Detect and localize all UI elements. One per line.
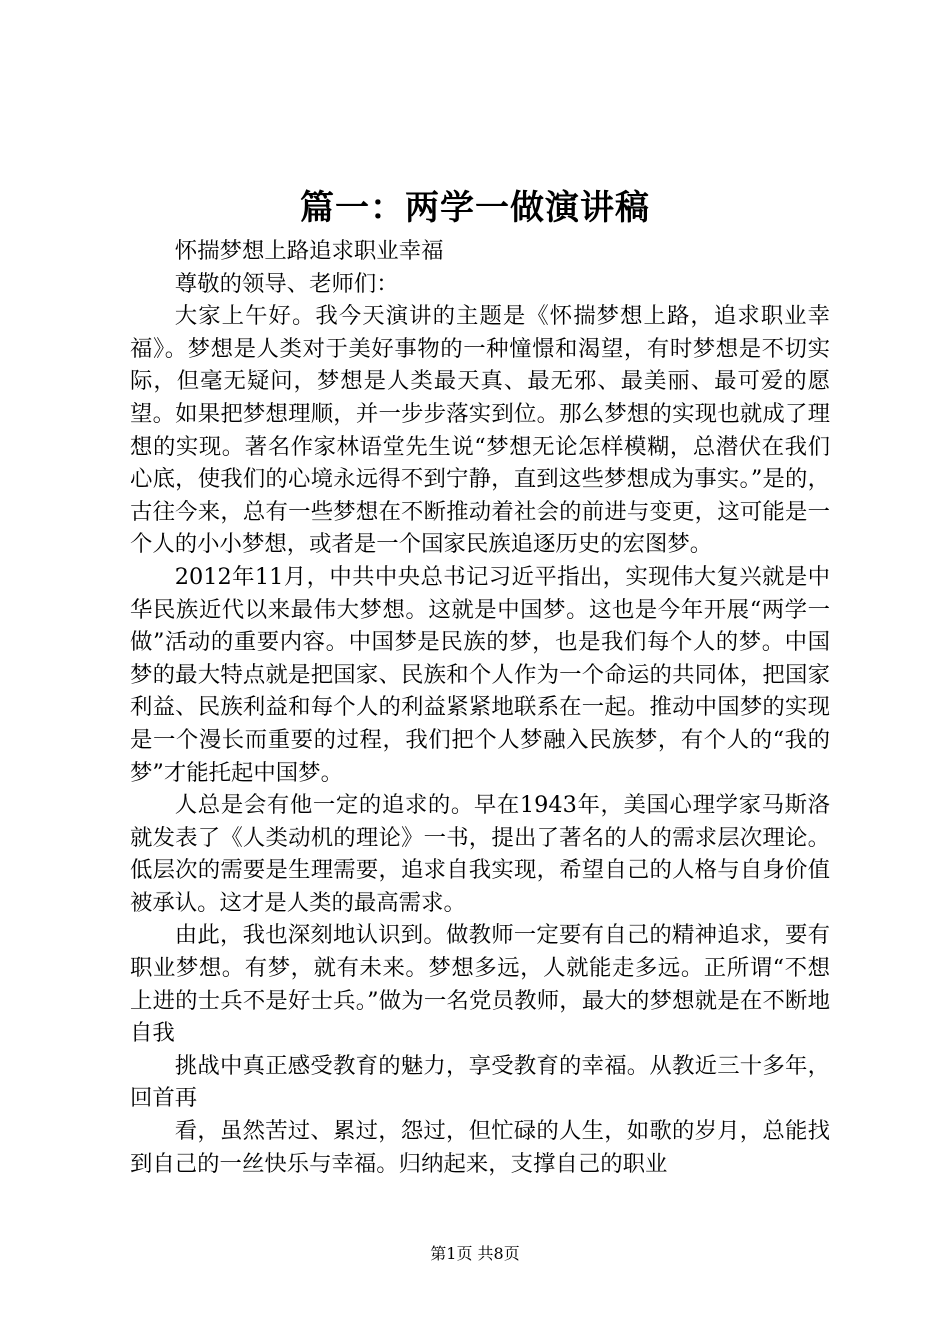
salutation-paragraph: 尊敬的领导、老师们：: [174, 270, 399, 297]
body-paragraph: 2012年11月，中共中央总书记习近平指出，实现伟大复兴就是中华民族近代以来最伟大梦想。这就是中国梦。这也是今年开展“两学一做”活动的重要内容。中国梦是民族的梦，也是我们每个人的梦。中国梦的最大特点就是把国家、民族和个人作为一个命运的共同体，把国家利益、民族利益和每个人的利益紧紧地联系在一起。推动中国梦的实现是一个漫长而重要的过程，我们把个人梦融入民族梦，有个人的“我的梦”才能托起中国梦。: [130, 563, 830, 786]
document-body: [130, 235, 830, 1180]
subtitle-paragraph: 怀揣梦想上路追求职业幸福: [174, 238, 444, 264]
body-paragraph: 人总是会有他一定的追求的。早在1943年，美国心理学家马斯洛就发表了《人类动机的理论》一书，提出了著名的人的需求层次理论。低层次的需要是生理需要，追求自我实现，希望自己的人格与自身价值被承认。这才是人类的最高需求。: [130, 792, 830, 916]
body-paragraph: 挑战中真正感受教育的魅力，享受教育的幸福。从教近三十多年，回首再: [130, 1052, 830, 1112]
body-paragraph: 看，虽然苦过、累过，怨过，但忙碌的人生，如歌的岁月，总能找到自己的一丝快乐与幸福。归纳起来，支撑自己的职业: [130, 1118, 830, 1177]
page-footer: 第1页 共8页: [430, 1244, 520, 1263]
body-paragraph: 由此，我也深刻地认识到。做教师一定要有自己的精神追求，要有职业梦想。有梦，就有未来。梦想多远，人就能走多远。正所谓“不想上进的士兵不是好士兵。”做为一名党员教师，最大的梦想就是在不断地自我: [130, 922, 830, 1047]
document-title: 篇一：两学一做演讲稿: [300, 188, 650, 228]
body-paragraph: 大家上午好。我今天演讲的主题是《怀揣梦想上路，追求职业幸福》。梦想是人类对于美好事物的一种憧憬和渴望，有时梦想是不切实际，但毫无疑问，梦想是人类最天真、最无邪、最美丽、最可爱的愿望。如果把梦想理顺，并一步步落实到位。那么梦想的实现也就成了理想的实现。著名作家林语堂先生说“梦想无论怎样模糊，总潜伏在我们心底，使我们的心境永远得不到宁静，直到这些梦想成为事实。”是的，古往今来，总有一些梦想在不断推动着社会的前进与变更，这可能是一个人的小小梦想，或者是一个国家民族追逐历史的宏图梦。: [130, 303, 830, 558]
